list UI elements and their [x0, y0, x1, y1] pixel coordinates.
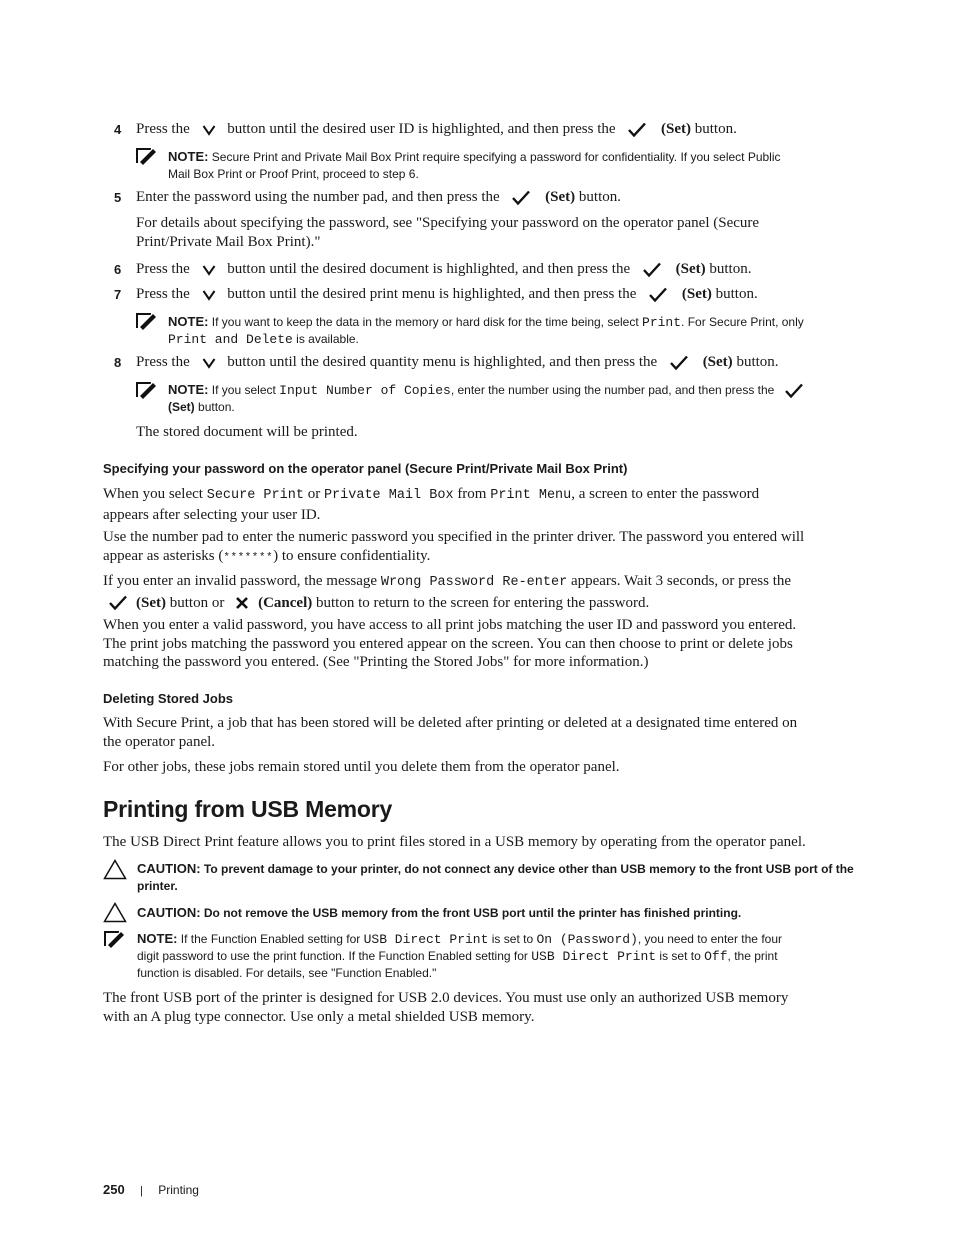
usb-note — [137, 930, 857, 982]
note-text: If you want to keep the data in the memory or hard disk for the time being, select — [211, 315, 639, 329]
note-text: digit password to use the print function. If the Function Enabled setting for — [137, 949, 528, 963]
paragraph-text: ) to ensure confidentiality. — [273, 547, 431, 564]
code-text: USB Direct Print — [363, 932, 489, 947]
paragraph-line: The front USB port of the printer is designed for USB 2.0 devices. You must use only an authorized USB memory — [103, 990, 789, 1006]
check-icon — [627, 122, 647, 138]
paragraph-line: Use the number pad to enter the numeric password you specified in the printer driver. The password you entered will — [103, 529, 805, 545]
note-text: button. — [198, 400, 235, 414]
caution-text: To prevent damage to your printer, do not connect any device other than USB memory to the front USB port of the — [203, 862, 854, 876]
step-text: button. — [578, 189, 622, 205]
code-text: Wrong Password Re-enter — [380, 575, 568, 590]
step-text: button. — [736, 354, 779, 370]
note-pencil-icon — [104, 930, 126, 953]
paragraph-line: When you enter a valid password, you have access to all print jobs matching the user ID and password you entered. — [103, 617, 797, 633]
note-text: Mail Box Print or Proof Print, proceed to step 6. — [168, 167, 419, 181]
note-text: , you need to enter the four — [637, 932, 782, 946]
page-number: 250 — [103, 1182, 125, 1197]
code-text: Print and Delete — [168, 332, 293, 347]
step-8-text — [136, 353, 779, 372]
code-text: Private Mail Box — [323, 488, 454, 503]
stored-message: The stored document will be printed. — [136, 424, 358, 440]
step-text: Press the — [136, 121, 190, 137]
note-label: NOTE: — [137, 931, 178, 946]
paragraph-line: With Secure Print, a job that has been stored will be deleted after printing or deleted at a designated time entered on — [103, 715, 798, 731]
code-text: Print — [642, 315, 682, 330]
step-text: button. — [694, 121, 737, 137]
chevron-down-icon — [202, 357, 216, 369]
note-text: is available. — [296, 332, 359, 346]
step-text: button until the desired document is highlighted, and then press the — [227, 261, 631, 277]
step-text: button until the desired user ID is highlighted, and then press the — [227, 121, 616, 137]
note-1 — [168, 148, 848, 183]
caution-text: printer. — [137, 879, 178, 893]
step-text: Enter the password using the number pad, and then press the — [136, 189, 500, 205]
note-text: . For Secure Print, only — [681, 315, 804, 329]
note-text: If you select — [211, 383, 276, 397]
footer-section: Printing — [158, 1183, 199, 1197]
paragraph-text: from — [457, 486, 487, 502]
step-text: button until the desired print menu is highlighted, and then press the — [227, 286, 637, 302]
check-icon — [669, 355, 689, 371]
code-text: ******* — [223, 551, 274, 564]
note-text: is set to — [491, 932, 534, 946]
chevron-down-icon — [202, 124, 216, 136]
caution-triangle-icon — [103, 902, 127, 928]
paragraph-line: The print jobs matching the password you entered appear on the screen. You can then choose to print or delete jobs — [103, 635, 793, 652]
caution-label: CAUTION: — [137, 861, 201, 876]
paragraph-text: button to return to the screen for entering the password. — [316, 594, 650, 611]
code-text: Secure Print — [206, 488, 304, 503]
paragraph-text: button or — [169, 594, 225, 611]
note-text: , the print — [727, 949, 778, 963]
note-text: Secure Print and Private Mail Box Print require specifying a password for confidentiality. If you select Public — [211, 150, 781, 164]
password-paragraph-4 — [103, 616, 863, 672]
paragraph-line: matching the password you entered. (See "Printing the Stored Jobs" for more information.) — [103, 654, 649, 670]
step-number: 4 — [114, 122, 122, 137]
check-icon — [642, 262, 662, 278]
caution-text: Do not remove the USB memory from the front USB port until the printer has finished printing. — [203, 906, 742, 920]
step-number: 6 — [114, 262, 122, 277]
step-6-text — [136, 260, 751, 279]
note-pencil-icon — [136, 312, 158, 335]
step-text: button. — [715, 286, 758, 302]
paragraph-line: with an A plug type connector. Use only a metal shielded USB memory. — [103, 1008, 535, 1025]
set-label: (Set) — [675, 261, 706, 277]
password-paragraph-1 — [103, 485, 853, 524]
section-heading: Deleting Stored Jobs — [103, 691, 234, 706]
delete-paragraph-2: For other jobs, these jobs remain stored until you delete them from the operator panel. — [103, 759, 620, 775]
section-heading: Specifying your password on the operator panel (Secure Print/Private Mail Box Print) — [103, 461, 628, 476]
page-footer — [103, 1182, 199, 1197]
step-number: 5 — [114, 190, 122, 205]
check-icon — [648, 287, 668, 303]
password-paragraph-2 — [103, 528, 853, 567]
chevron-down-icon — [202, 289, 216, 301]
paragraph-text: or — [307, 486, 321, 502]
step-5-text — [136, 188, 621, 207]
page-title: Printing from USB Memory — [103, 796, 393, 822]
paragraph-text: appear as asterisks ( — [103, 547, 224, 564]
set-label: (Set) — [661, 121, 692, 137]
code-text: USB Direct Print — [531, 949, 657, 964]
delete-paragraph-1 — [103, 714, 863, 751]
code-text: Print Menu — [490, 488, 572, 503]
caution-2 — [137, 904, 741, 922]
step-text: button until the desired quantity menu is highlighted, and then press the — [227, 354, 658, 370]
paragraph-text: When you select — [103, 486, 203, 502]
x-icon — [234, 595, 250, 611]
step-5-detail — [136, 214, 851, 251]
note-label: NOTE: — [168, 149, 209, 164]
note-text: , enter the number using the number pad, and then press the — [450, 383, 775, 397]
caution-label: CAUTION: — [137, 905, 201, 920]
step-text: Press the — [136, 286, 190, 302]
set-label: (Set) — [681, 286, 712, 302]
code-text: Input Number of Copies — [279, 383, 451, 398]
paragraph-text: If you enter an invalid password, the message — [103, 573, 378, 589]
set-label: (Set) — [136, 594, 166, 611]
step-4-text — [136, 120, 737, 139]
set-label: (Set) — [702, 354, 733, 370]
step-number: 8 — [114, 355, 122, 370]
note-text: is set to — [659, 949, 701, 963]
set-label: (Set) — [168, 400, 195, 414]
check-icon — [511, 190, 531, 206]
paragraph-line: the operator panel. — [103, 733, 216, 750]
paragraph-line: Print/Private Mail Box Print)." — [136, 233, 321, 250]
note-text: If the Function Enabled setting for — [180, 932, 361, 946]
paragraph-line: appears after selecting your user ID. — [103, 506, 321, 523]
footer-separator: | — [140, 1185, 143, 1197]
paragraph-text: , a screen to enter the password — [571, 486, 760, 502]
step-text: Press the — [136, 354, 190, 370]
code-text: Off — [704, 949, 728, 964]
note-text: function is disabled. For details, see "Function Enabled." — [137, 966, 437, 980]
caution-triangle-icon — [103, 859, 127, 885]
caution-1 — [137, 860, 857, 895]
set-label: (Set) — [545, 189, 576, 205]
note-label: NOTE: — [168, 382, 209, 397]
step-7-text — [136, 285, 758, 304]
note-2 — [168, 313, 858, 348]
step-text: button. — [709, 261, 752, 277]
chevron-down-icon — [202, 264, 216, 276]
step-text: Press the — [136, 261, 190, 277]
cancel-label: (Cancel) — [258, 594, 313, 611]
note-pencil-icon — [136, 381, 158, 404]
check-icon — [784, 383, 804, 399]
password-paragraph-3 — [103, 572, 853, 612]
code-text: On (Password) — [536, 932, 638, 947]
note-label: NOTE: — [168, 314, 209, 329]
note-3 — [168, 381, 858, 416]
paragraph-text: appears. Wait 3 seconds, or press the — [570, 573, 792, 589]
check-icon — [108, 595, 128, 611]
usb-intro: The USB Direct Print feature allows you to print files stored in a USB memory by operating from the operator panel. — [103, 834, 806, 850]
paragraph-line: For details about specifying the password, see "Specifying your password on the operator panel (Secure — [136, 215, 760, 231]
usb-outro — [103, 989, 863, 1026]
step-number: 7 — [114, 287, 122, 302]
note-pencil-icon — [136, 147, 158, 170]
